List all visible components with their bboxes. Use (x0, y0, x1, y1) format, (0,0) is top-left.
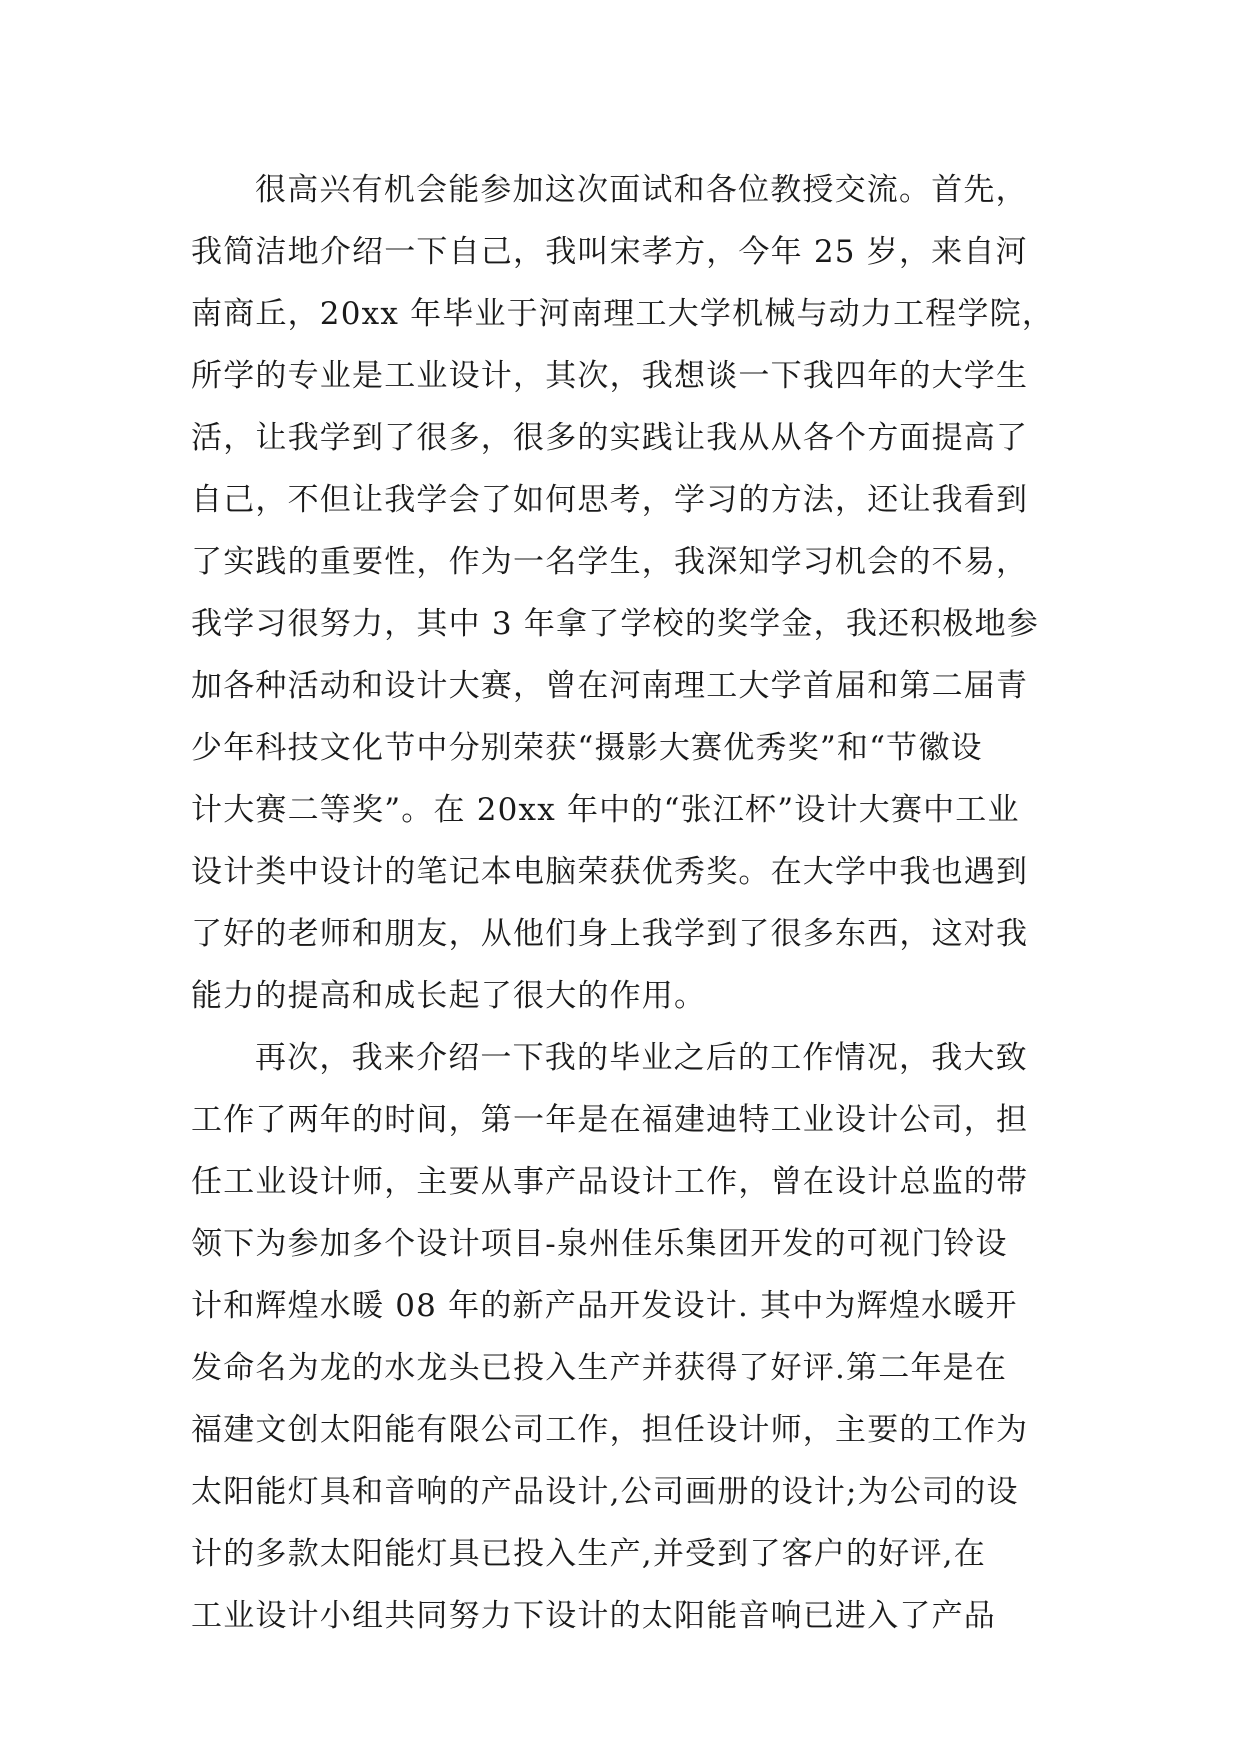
text-line: 我学习很努力，其中 3 年拿了学校的奖学金，我还积极地参 (191, 606, 1040, 642)
paragraph-intro (191, 159, 1055, 1027)
text-line: 再次，我来介绍一下我的毕业之后的工作情况，我大致 (255, 1040, 1028, 1076)
paragraph-work-experience (191, 1027, 1051, 1647)
text-line: 福建文创太阳能有限公司工作，担任设计师，主要的工作为 (191, 1412, 1029, 1448)
text-line: 领下为参加多个设计项目-泉州佳乐集团开发的可视门铃设 (191, 1226, 1008, 1262)
document-body (191, 159, 1055, 1647)
text-line: 发命名为龙的水龙头已投入生产并获得了好评.第二年是在 (191, 1350, 1008, 1386)
text-line: 计和辉煌水暖 08 年的新产品开发设计. 其中为辉煌水暖开 (191, 1288, 1018, 1324)
text-line: 工作了两年的时间，第一年是在福建迪特工业设计公司，担 (191, 1102, 1029, 1138)
text-line: 计的多款太阳能灯具已投入生产,并受到了客户的好评,在 (191, 1536, 986, 1572)
text-line: 了好的老师和朋友，从他们身上我学到了很多东西，这对我 (191, 916, 1029, 952)
text-line: 太阳能灯具和音响的产品设计,公司画册的设计;为公司的设 (191, 1474, 1019, 1510)
text-line: 自己，不但让我学会了如何思考，学习的方法，还让我看到 (191, 482, 1029, 518)
text-line: 计大赛二等奖”。在 20xx 年中的“张江杯”设计大赛中工业 (191, 792, 1020, 828)
text-line: 设计类中设计的笔记本电脑荣获优秀奖。在大学中我也遇到 (191, 854, 1029, 890)
text-line: 活，让我学到了很多，很多的实践让我从从各个方面提高了 (191, 420, 1029, 456)
text-line: 加各种活动和设计大赛，曾在河南理工大学首届和第二届青 (191, 668, 1029, 704)
text-line: 工业设计小组共同努力下设计的太阳能音响已进入了产品 (191, 1598, 996, 1634)
text-line: 少年科技文化节中分别荣获“摄影大赛优秀奖”和“节徽设 (191, 730, 983, 766)
text-line: 了实践的重要性，作为一名学生，我深知学习机会的不易， (191, 544, 1029, 580)
text-line: 所学的专业是工业设计，其次，我想谈一下我四年的大学生 (191, 358, 1029, 394)
text-line: 能力的提高和成长起了很大的作用。 (191, 978, 707, 1014)
text-line: 任工业设计师，主要从事产品设计工作，曾在设计总监的带 (191, 1164, 1029, 1200)
text-line: 很高兴有机会能参加这次面试和各位教授交流。首先， (255, 172, 1028, 208)
text-line: 南商丘，20xx 年毕业于河南理工大学机械与动力工程学院， (191, 296, 1055, 332)
text-line: 我简洁地介绍一下自己，我叫宋孝方，今年 25 岁，来自河 (191, 234, 1028, 270)
